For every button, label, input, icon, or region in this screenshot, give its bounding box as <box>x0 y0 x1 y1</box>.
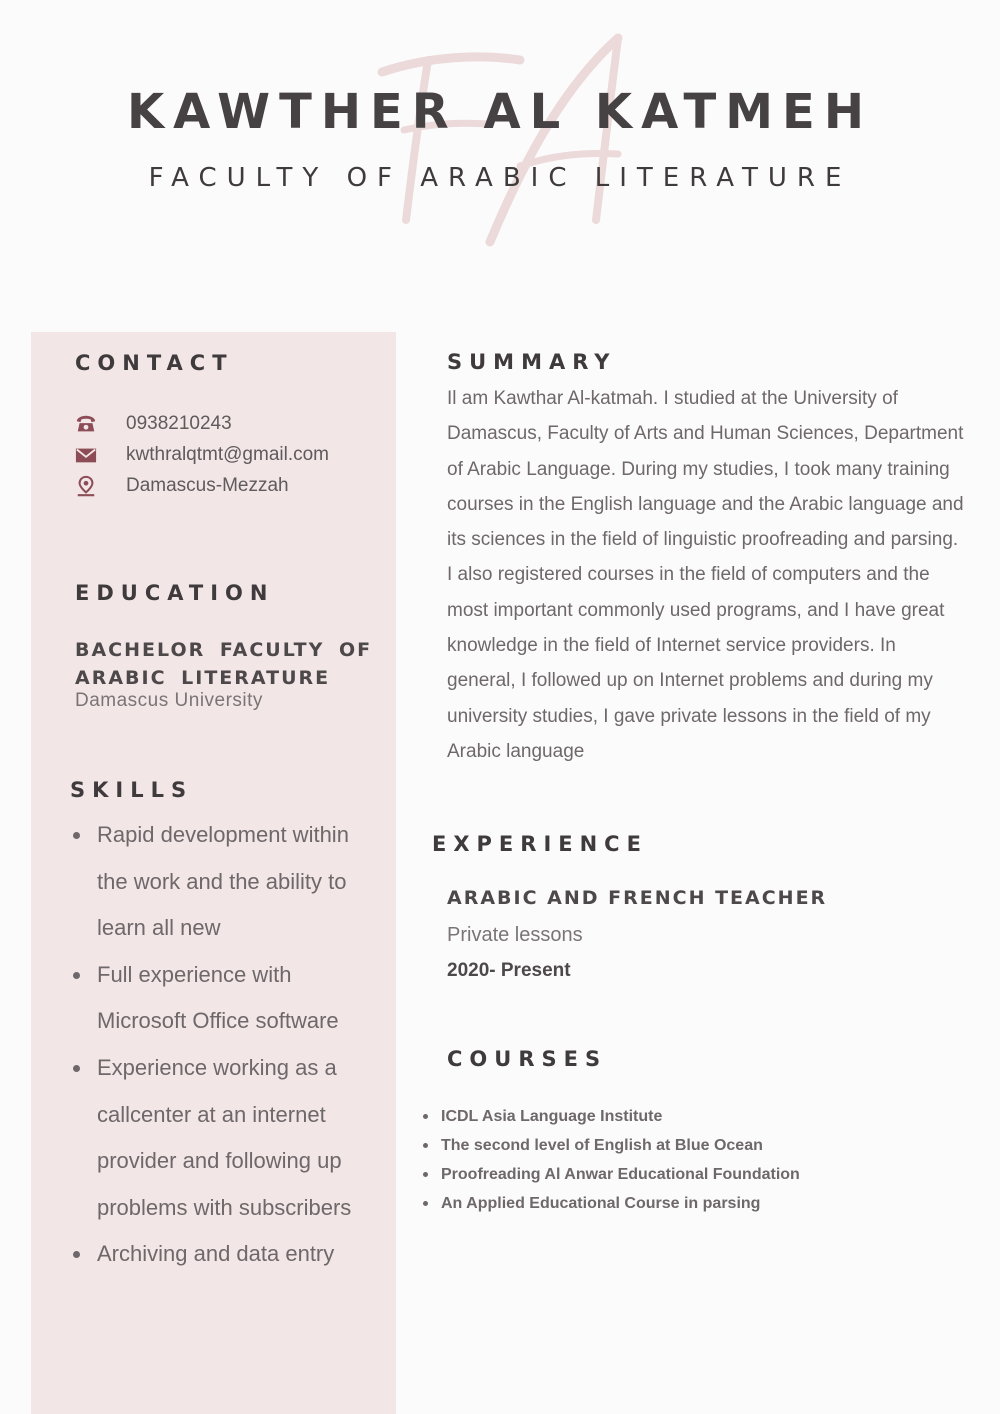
education-heading: EDUCATION <box>75 581 275 605</box>
contact-phone-text: 0938210243 <box>126 413 232 434</box>
skills-heading: SKILLS <box>70 778 194 802</box>
course-item: Proofreading Al Anwar Educational Foundation <box>421 1160 981 1189</box>
contact-email <box>75 442 329 468</box>
skill-item: Experience working as a callcenter at an internet provider and following up problems with subscribers <box>70 1045 380 1231</box>
skills-list <box>70 812 380 1278</box>
experience-job-title: ARABIC AND FRENCH TEACHER <box>447 887 828 909</box>
skill-item: Rapid development within the work and the ability to learn all new <box>70 812 380 952</box>
experience-heading: EXPERIENCE <box>432 832 648 856</box>
summary-heading: SUMMARY <box>447 350 617 374</box>
experience-dates: 2020- Present <box>447 960 571 981</box>
candidate-name: KAWTHER AL KATMEH <box>126 84 874 140</box>
contact-phone <box>75 411 232 437</box>
phone-icon <box>75 413 97 435</box>
education-school: Damascus University <box>75 690 263 711</box>
courses-list <box>421 1102 981 1218</box>
contact-heading: CONTACT <box>75 351 234 375</box>
course-item: ICDL Asia Language Institute <box>421 1102 981 1131</box>
skill-item: Archiving and data entry <box>70 1231 380 1278</box>
candidate-subtitle: FACULTY OF ARABIC LITERATURE <box>148 163 852 193</box>
experience-organization: Private lessons <box>447 924 583 946</box>
contact-location <box>75 473 289 499</box>
course-item: The second level of English at Blue Ocean <box>421 1131 981 1160</box>
envelope-icon <box>75 444 97 466</box>
education-degree: BACHELOR FACULTY OF ARABIC LITERATURE <box>75 639 373 689</box>
contact-location-text: Damascus-Mezzah <box>126 475 289 496</box>
course-item: An Applied Educational Course in parsing <box>421 1189 981 1218</box>
skill-item: Full experience with Microsoft Office software <box>70 952 380 1045</box>
courses-heading: COURSES <box>447 1047 608 1071</box>
monogram-logo <box>370 20 650 260</box>
summary-text: Il am Kawthar Al-katmah. I studied at the University of Damascus, Faculty of Arts and Human Sciences, Department of Arabic Language. During my studies, I took many training courses in the English language and the Arabic language and its sciences in the field of linguistic proofreading and parsing. I also registered courses in the field of computers and the most important commonly used programs, and I have great knowledge in the field of Internet service providers. In general, I followed up on Internet problems and during my university studies, I gave private lessons in the field of my Arabic language <box>447 388 964 762</box>
contact-email-text: kwthralqtmt@gmail.com <box>126 444 329 465</box>
location-pin-icon <box>75 475 97 497</box>
